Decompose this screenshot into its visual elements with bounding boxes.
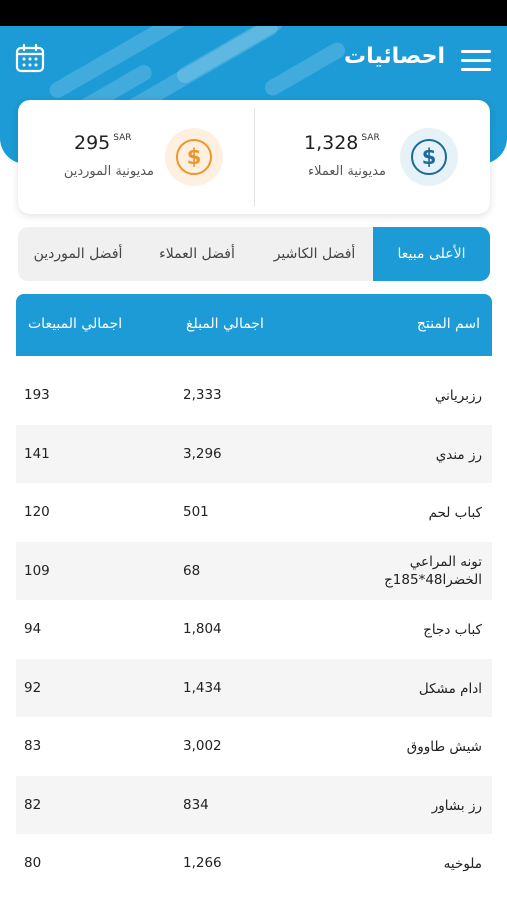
amount-cell: 3,296 [183,445,222,462]
products-table [16,366,492,893]
page-title: احصائيات [344,44,445,69]
amount-cell: 3,002 [183,738,222,754]
amount-cell: 834 [183,796,209,813]
sales-cell: 80 [24,855,42,871]
table-row[interactable] [16,776,492,835]
table-row[interactable] [16,659,492,718]
tab-best-cashier[interactable]: أفضل الكاشير [273,246,356,262]
product-name-cell: رز بشاور [431,797,482,814]
amount-cell: 1,434 [183,679,222,696]
amount-cell: 2,333 [183,387,222,403]
customers-debt-label: مديونية العملاء [308,164,386,179]
table-header [16,294,492,356]
status-bar [0,0,507,26]
product-name-cell: رزبرياني [434,388,482,404]
hamburger-menu-icon[interactable] [461,50,491,72]
sales-cell: 82 [24,796,42,813]
suppliers-dollar-icon: $ [165,128,223,186]
amount-cell: 501 [183,504,209,520]
product-name-cell: ملوخيه [443,856,482,872]
column-header-name: اسم المنتج [416,316,480,332]
product-name-cell: رز مندي [435,446,482,463]
table-row[interactable] [16,600,492,659]
sales-cell: 141 [24,445,50,462]
product-name-cell: كباب لحم [428,505,482,521]
tab-best-customers[interactable]: أفضل العملاء [159,246,235,262]
customers-debt-amount: 1,328 $^{SAR}$ [304,132,380,154]
sales-cell: 109 [24,562,50,579]
column-header-amount: اجمالي المبلغ [186,316,264,332]
suppliers-debt-amount: 295 $^{SAR}$ [74,132,132,154]
table-row[interactable] [16,425,492,484]
table-row[interactable] [16,542,492,601]
customers-dollar-icon: $ [400,128,458,186]
sales-cell: 83 [24,738,42,754]
sales-cell: 193 [24,387,50,403]
amount-cell: 1,266 [183,855,222,871]
product-name-cell: تونه المراعي الخضرا48*185ج [384,553,482,588]
sales-cell: 120 [24,504,50,520]
calendar-icon[interactable] [15,43,45,73]
product-name-cell: كباب دجاج [423,622,482,638]
debt-summary-card [18,100,490,214]
card-divider [254,108,255,206]
table-row[interactable] [16,366,492,425]
suppliers-debt-label: مديونية الموردين [63,164,154,179]
tab-best-suppliers[interactable]: أفضل الموردين [33,246,123,262]
stats-tabs [18,227,490,281]
table-row[interactable] [16,717,492,776]
column-header-sales: اجمالي المبيعات [28,316,123,332]
sales-cell: 92 [24,679,42,696]
table-row[interactable] [16,483,492,542]
table-row[interactable] [16,834,492,893]
product-name-cell: شيش طاووق [406,739,482,755]
sales-cell: 94 [24,621,42,637]
product-name-cell: ادام مشكل [418,680,482,697]
amount-cell: 1,804 [183,621,222,637]
tab-top-selling[interactable]: الأعلى مبيعا [373,227,490,281]
amount-cell: 68 [183,562,201,579]
